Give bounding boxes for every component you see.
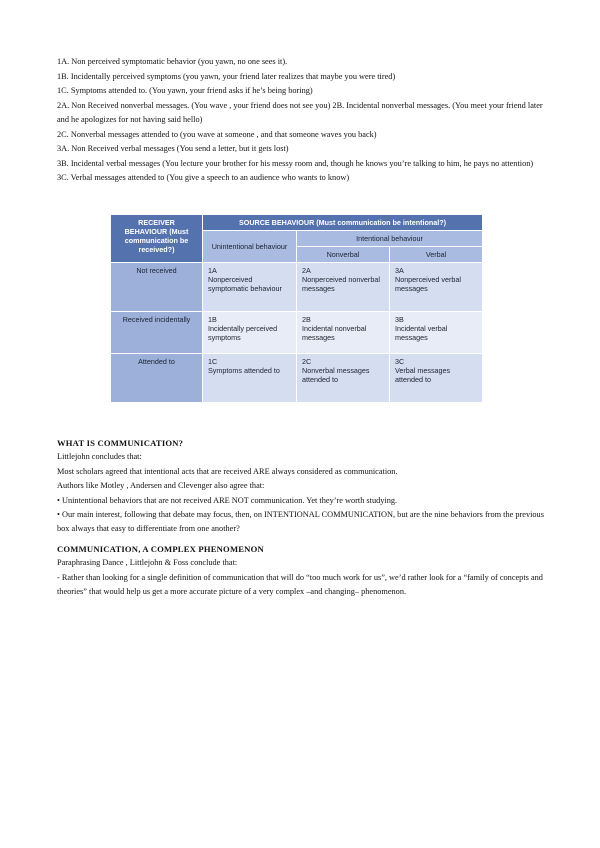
row-label: Not received: [111, 263, 203, 312]
communication-matrix-table: [110, 214, 483, 403]
cell-code: 1B: [208, 315, 217, 324]
table-row: [111, 354, 483, 403]
table-row: [111, 312, 483, 354]
cell-code: 2A: [302, 266, 311, 275]
cell-code: 2C: [302, 357, 312, 366]
cell-code: 3A: [395, 266, 404, 275]
cell-text: Nonperceived verbal messages: [395, 275, 461, 293]
nonverbal-header: Nonverbal: [297, 247, 390, 263]
table-cell: [390, 312, 483, 354]
cell-text: Nonperceived symptomatic behaviour: [208, 275, 282, 293]
intro-line-1a: 1A. Non perceived symptomatic behavior (you yawn, no one sees it).: [57, 57, 288, 66]
cell-text: Nonperceived nonverbal messages: [302, 275, 380, 293]
table-cell: [203, 312, 297, 354]
paragraph-line: Most scholars agreed that intentional acts that are received ARE always considered as communication.: [57, 466, 398, 476]
section-heading: WHAT IS COMMUNICATION?: [57, 438, 184, 448]
intentional-header: Intentional behaviour: [297, 231, 483, 247]
bullet-item: • Our main interest, following that debate may focus, then, on INTENTIONAL COMMUNICATION, but are the nine behaviors from the previous box always that easy to differentiate from one another?: [57, 510, 544, 534]
cell-code: 3B: [395, 315, 404, 324]
intro-line-3b: 3B. Incidental verbal messages (You lecture your brother for his messy room and, though he knows you’re talking to him, he pays no attention): [57, 158, 534, 168]
intro-list: [57, 55, 547, 186]
cell-text: Symptoms attended to: [208, 366, 280, 375]
cell-text: Incidental verbal messages: [395, 324, 448, 342]
unintentional-header: Unintentional behaviour: [203, 231, 297, 263]
intro-line-3a: 3A. Non Received verbal messages (You send a letter, but it gets lost): [57, 144, 289, 153]
paragraph-line: - Rather than looking for a single definition of communication that will do “too much work for us”, we’d rather look for a “family of concepts and theories” that would help us get a more accurate picture of a very complex –and changing– phenomenon.: [57, 572, 543, 597]
cell-text: Incidental nonverbal messages: [302, 324, 367, 342]
table-cell: [297, 354, 390, 403]
bullet-item: • Unintentional behaviors that are not received ARE NOT communication. Yet they’re worth studying.: [57, 495, 398, 505]
section-what-is-communication: [57, 436, 547, 537]
table-cell: [297, 312, 390, 354]
cell-code: 2B: [302, 315, 311, 324]
paragraph-line: Paraphrasing Dance , Littlejohn & Foss conclude that:: [57, 558, 238, 568]
table-cell: [203, 263, 297, 312]
intro-line-2a-2b: 2A. Non Received nonverbal messages. (You wave , your friend does not see you) 2B. Incidental nonverbal messages. (You meet your friend later and he apologizes for not having said hello): [57, 100, 543, 124]
intro-line-1c: 1C. Symptoms attended to. (You yawn, your friend asks if he’s being boring): [57, 86, 313, 95]
cell-code: 3C: [395, 357, 405, 366]
paragraph-line: Authors like Motley , Andersen and Clevenger also agree that:: [57, 481, 265, 491]
paragraph-line: Littlejohn concludes that:: [57, 452, 142, 462]
row-label: Attended to: [111, 354, 203, 403]
intro-line-3c: 3C. Verbal messages attended to (You give a speech to an audience who wants to know): [57, 173, 350, 182]
intro-line-1b: 1B. Incidentally perceived symptoms (you yawn, your friend later realizes that maybe you were tired): [57, 71, 396, 81]
section-complex-phenomenon: [57, 542, 547, 600]
table-cell: [390, 354, 483, 403]
cell-text: Nonverbal messages attended to: [302, 366, 370, 384]
receiver-behaviour-header: RECEIVER BEHAVIOUR (Must communication be received?): [111, 215, 203, 263]
cell-text: Verbal messages attended to: [395, 366, 451, 384]
cell-code: 1C: [208, 357, 218, 366]
cell-code: 1A: [208, 266, 217, 275]
section-heading: COMMUNICATION, A COMPLEX PHENOMENON: [57, 544, 264, 554]
cell-text: Incidentally perceived symptoms: [208, 324, 278, 342]
intro-line-2c: 2C. Nonverbal messages attended to (you wave at someone , and that someone waves you back): [57, 129, 377, 139]
table-cell: [203, 354, 297, 403]
row-label: Received incidentally: [111, 312, 203, 354]
verbal-header: Verbal: [390, 247, 483, 263]
table-cell: [390, 263, 483, 312]
source-behaviour-header: SOURCE BEHAVIOUR (Must communication be intentional?): [203, 215, 483, 231]
table-row: [111, 263, 483, 312]
table-cell: [297, 263, 390, 312]
